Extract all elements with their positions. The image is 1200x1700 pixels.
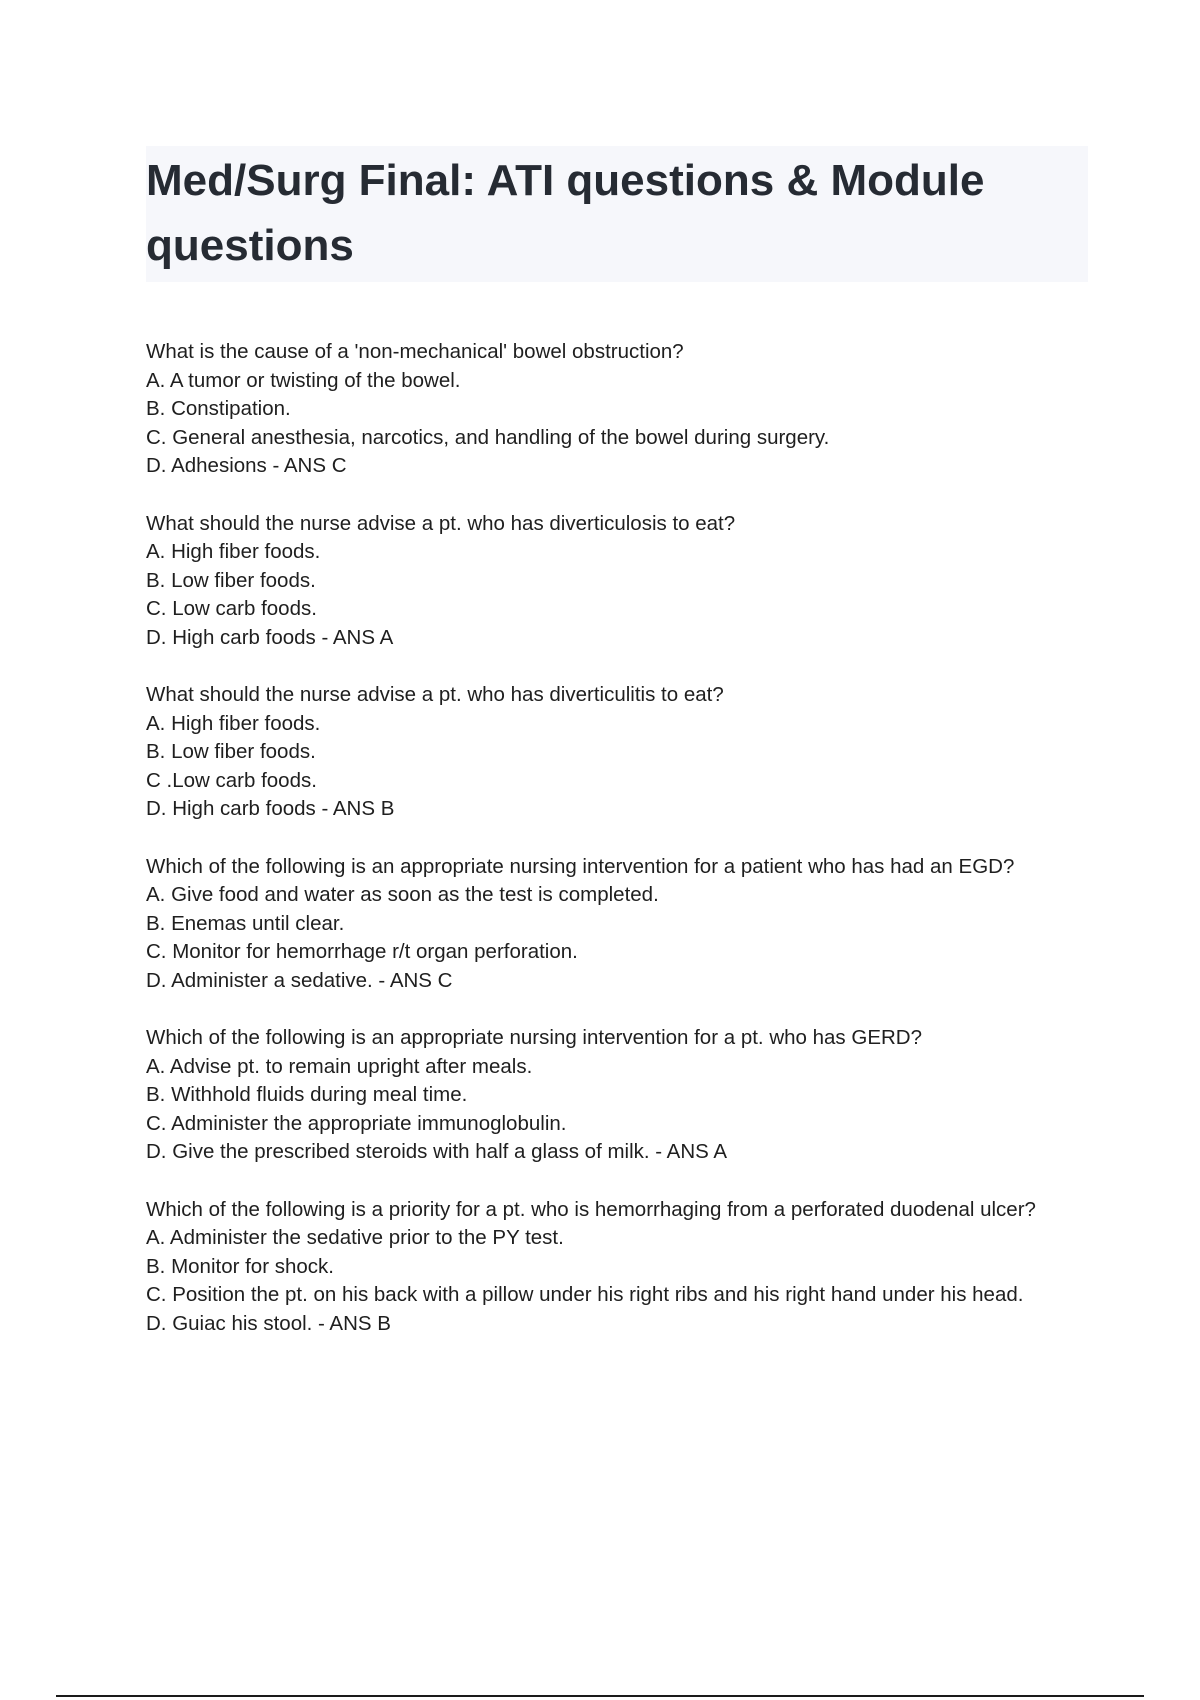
answer-option: C .Low carb foods.: [146, 768, 317, 792]
question-block: [146, 338, 1088, 481]
answer-option: B. Enemas until clear.: [146, 911, 345, 935]
question-block: [146, 1024, 1088, 1167]
answer-option: B. Low fiber foods.: [146, 740, 316, 763]
question-block: [146, 1196, 1088, 1339]
answer-option: D. Guiac his stool. - ANS B: [146, 1311, 391, 1335]
footer-divider: [56, 1695, 1144, 1697]
answer-option: B. Constipation.: [146, 397, 291, 420]
question-block: [146, 510, 1088, 653]
answer-option: B. Withhold fluids during meal time.: [146, 1083, 468, 1106]
question-stem: What should the nurse advise a pt. who has diverticulosis to eat?: [146, 511, 736, 535]
question-stem: What should the nurse advise a pt. who has diverticulitis to eat?: [146, 683, 724, 706]
answer-option: A. A tumor or twisting of the bowel.: [146, 368, 461, 392]
question-block: [146, 853, 1088, 996]
answer-option: D. Administer a sedative. - ANS C: [146, 968, 453, 992]
answer-option: C. Monitor for hemorrhage r/t organ perforation.: [146, 940, 578, 963]
question-stem: Which of the following is a priority for a pt. who is hemorrhaging from a perforated duodenal ulcer?: [146, 1197, 1036, 1221]
document-title: Med/Surg Final: ATI questions & Module questions: [146, 156, 985, 270]
question-stem: Which of the following is an appropriate nursing intervention for a pt. who has GERD?: [146, 1026, 922, 1049]
answer-option: D. High carb foods - ANS B: [146, 797, 395, 820]
answer-option: B. Monitor for shock.: [146, 1254, 334, 1278]
question-block: [146, 681, 1088, 824]
answer-option: D. Give the prescribed steroids with half a glass of milk. - ANS A: [146, 1140, 728, 1163]
question-stem: Which of the following is an appropriate nursing intervention for a patient who has had an EGD?: [146, 854, 1015, 878]
answer-option: C. Low carb foods.: [146, 597, 317, 620]
answer-option: D. High carb foods - ANS A: [146, 625, 394, 649]
answer-option: A. High fiber foods.: [146, 711, 321, 735]
question-stem: What is the cause of a 'non-mechanical' bowel obstruction?: [146, 340, 684, 363]
answer-option: C. Position the pt. on his back with a pillow under his right ribs and his right hand under his head.: [146, 1283, 1024, 1306]
answer-option: A. Advise pt. to remain upright after meals.: [146, 1054, 533, 1078]
answer-option: A. Administer the sedative prior to the PY test.: [146, 1226, 564, 1249]
answer-option: C. Administer the appropriate immunoglobulin.: [146, 1111, 567, 1135]
title-banner: [146, 146, 1088, 282]
answer-option: B. Low fiber foods.: [146, 568, 316, 592]
answer-option: A. Give food and water as soon as the test is completed.: [146, 883, 659, 906]
answer-option: C. General anesthesia, narcotics, and handling of the bowel during surgery.: [146, 425, 830, 449]
document-page: [146, 146, 1088, 1367]
answer-option: D. Adhesions - ANS C: [146, 454, 347, 477]
answer-option: A. High fiber foods.: [146, 540, 321, 563]
question-list: [146, 338, 1088, 1338]
